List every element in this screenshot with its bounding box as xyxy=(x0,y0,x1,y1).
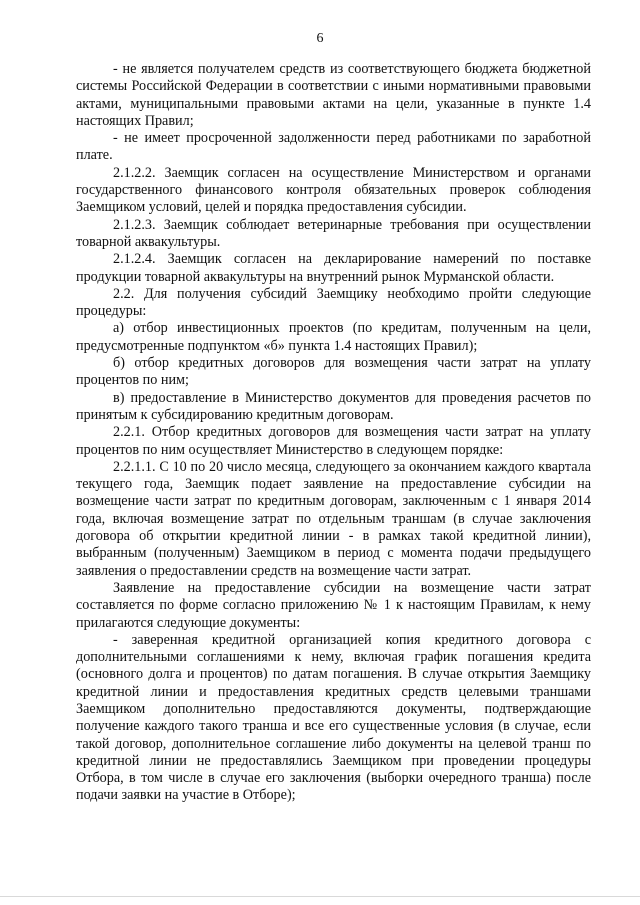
paragraph-item-a: а) отбор инвестиционных проектов (по кредитам, полученным на цели, предусмотренные подпунктом «б» пункта 1.4 настоящих Правил); xyxy=(76,320,591,354)
paragraph-2-1-2-3: 2.1.2.3. Заемщик соблюдает ветеринарные требования при осуществлении товарной аквакультуры. xyxy=(76,216,591,250)
paragraph-2-1-2-4: 2.1.2.4. Заемщик согласен на декларирование намерений по поставке продукции товарной аквакультуры на внутренний рынок Мурманской области. xyxy=(76,251,591,285)
paragraph-2-2-1-1: 2.2.1.1. С 10 по 20 число месяца, следующего за окончанием каждого квартала текущего года, Заемщик подает заявление на предоставление субсидии на возмещение части затрат по кредитным договорам, заключенным с 1 января 2014 года, включая возмещение затрат по отдельным траншам (в случае заключения договора об открытии кредитной линии - в рамках такой кредитной линии), выбранным (полученным) Заемщиком в период с момента подачи предыдущего заявления о предоставлении средств на возмещение части затрат. xyxy=(76,458,591,579)
paragraph-no-wage-arrears: - не имеет просроченной задолженности перед работниками по заработной плате. xyxy=(76,130,591,164)
page-number: 6 xyxy=(316,31,324,46)
document-body xyxy=(76,61,591,805)
paragraph-2-2-1: 2.2.1. Отбор кредитных договоров для возмещения части затрат на уплату процентов по ним осуществляет Министерство в следующем порядке: xyxy=(76,424,591,458)
paragraph-2-2: 2.2. Для получения субсидий Заемщику необходимо пройти следующие процедуры: xyxy=(76,285,591,320)
paragraph-not-budget-recipient: - не является получателем средств из соответствующего бюджета бюджетной системы Российской Федерации в соответствии с иными нормативными правовыми актами, муниципальными правовыми актами на цели, указанные в пункте 1.4 настоящих Правил; xyxy=(76,61,591,129)
paragraph-item-v: в) предоставление в Министерство документов для проведения расчетов по принятым к субсидированию кредитным договорам. xyxy=(76,389,591,423)
page-bottom-divider xyxy=(0,896,640,897)
paragraph-credit-agreement-copy: - заверенная кредитной организацией копия кредитного договора с дополнительными соглашениями к нему, включая график погашения кредита (основного долга и процентов) по датам погашения. В случае открытия Заемщику кредитной линии и предоставления кредитных средств целевыми траншами Заемщиком дополнительно предоставляются документы, подтверждающие получение каждого такого транша и все его существенные условия (в случае, если такой договор, дополнительное соглашение либо документы на целевой транш по кредитной линии не предоставлялись Заемщиком при проведении процедуры Отбора, в том числе в случае его заключения (выборки очередного транша) после подачи заявки на участие в Отборе); xyxy=(76,631,591,804)
paragraph-application-form: Заявление на предоставление субсидии на возмещение части затрат составляется по форме согласно приложению № 1 к настоящим Правилам, к нему прилагаются следующие документы: xyxy=(76,579,591,631)
paragraph-2-1-2-2: 2.1.2.2. Заемщик согласен на осуществление Министерством и органами государственного финансового контроля обязательных проверок соблюдения Заемщиком условий, целей и порядка предоставления субсидии. xyxy=(76,164,591,216)
paragraph-item-b: б) отбор кредитных договоров для возмещения части затрат на уплату процентов по ним; xyxy=(76,355,591,389)
